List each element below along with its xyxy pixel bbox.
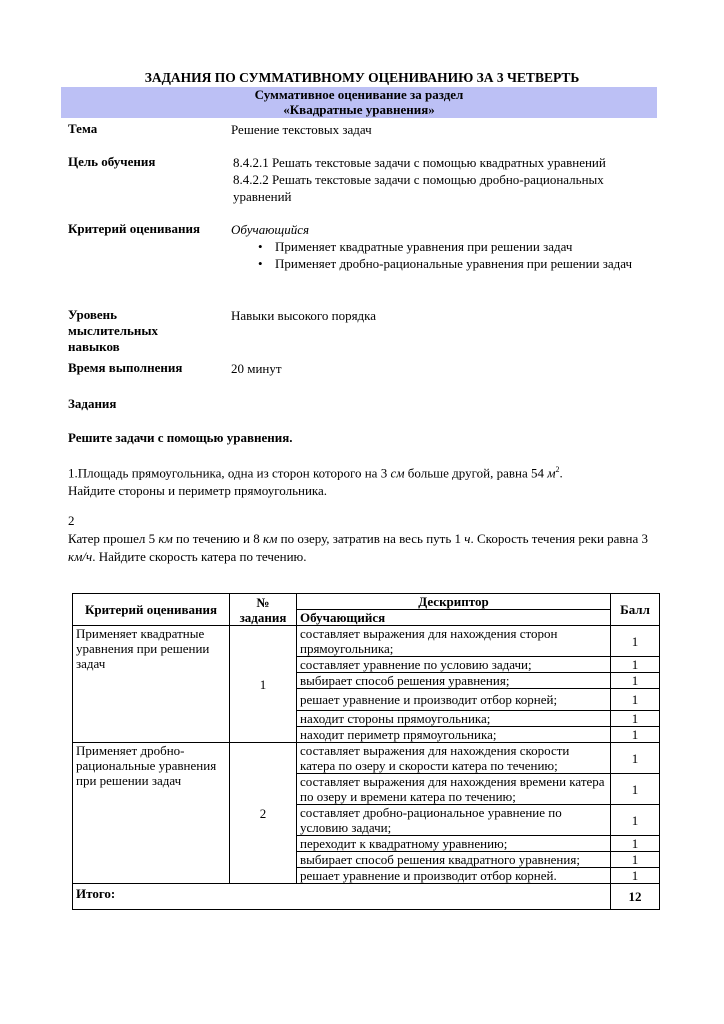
page-title: ЗАДАНИЯ ПО СУММАТИВНОМУ ОЦЕНИВАНИЮ ЗА 3 ЧЕТВЕРТЬ [144, 70, 580, 85]
points-cell: 1 [611, 836, 660, 852]
tasks-heading: Задания [68, 396, 117, 411]
criterion-list [231, 238, 661, 272]
descriptor-cell: решает уравнение и производит отбор корней; [297, 689, 611, 711]
criterion-label: Критерий оценивания [68, 221, 201, 236]
descriptor-cell: выбирает способ решения квадратного уравнения; [297, 852, 611, 868]
criterion-intro: Обучающийся [231, 222, 310, 237]
points-cell: 1 [611, 673, 660, 689]
task-1-line-2: Найдите стороны и периметр прямоугольника. [68, 483, 328, 499]
table-row [73, 743, 660, 774]
task-number-cell: 1 [230, 626, 297, 743]
points-cell: 1 [611, 727, 660, 743]
criterion-values [231, 221, 661, 272]
topic-label: Тема [68, 121, 98, 136]
criterion-cell: Применяет квадратные уравнения при решении задач [73, 626, 230, 743]
time-value: 20 минут [231, 361, 282, 376]
points-cell: 1 [611, 689, 660, 711]
banner-line-1: Суммативное оценивание за раздел [254, 87, 464, 102]
descriptor-cell: составляет выражения для нахождения времени катера по озеру и времени катера по течению; [297, 774, 611, 805]
header-criterion: Критерий оценивания [73, 594, 230, 626]
points-cell: 1 [611, 657, 660, 673]
header-descriptor: Дескриптор [297, 594, 611, 610]
goal-item: 8.4.2.2 Решать текстовые задачи с помощью дробно-рациональных уравнений [233, 172, 604, 204]
descriptor-cell: находит стороны прямоугольника; [297, 711, 611, 727]
points-cell: 1 [611, 743, 660, 774]
descriptor-cell: составляет выражения для нахождения скорости катера по озеру и скорости катера по течению; [297, 743, 611, 774]
points-cell: 1 [611, 774, 660, 805]
section-banner [61, 87, 657, 118]
header-number: № задания [230, 594, 297, 626]
total-row [73, 884, 660, 910]
descriptor-cell: решает уравнение и производит отбор корней. [297, 868, 611, 884]
time-label: Время выполнения [68, 360, 183, 375]
header-learner: Обучающийся [297, 610, 611, 626]
rubric-table [72, 593, 660, 910]
goal-label: Цель обучения [68, 154, 156, 169]
task-2-number: 2 [68, 513, 75, 528]
points-cell: 1 [611, 852, 660, 868]
goal-item: 8.4.2.1 Решать текстовые задачи с помощью квадратных уравнений [233, 155, 606, 170]
header-points: Балл [611, 594, 660, 626]
points-cell: 1 [611, 868, 660, 884]
criterion-cell: Применяет дробно-рациональные уравнения при решении задач [73, 743, 230, 884]
task-1 [68, 461, 668, 500]
rubric-header-row [73, 594, 660, 610]
goal-values [233, 154, 663, 205]
descriptor-cell: составляет дробно-рациональное уравнение по условию задачи; [297, 805, 611, 836]
total-value: 12 [611, 884, 660, 910]
task-1-line-1: 1.Площадь прямоугольника, одна из сторон которого на 3 см больше другой, равна 54 $м^2$. [68, 465, 563, 481]
criterion-item: • Применяет квадратные уравнения при решении задач [258, 238, 661, 255]
descriptor-cell: составляет выражения для нахождения сторон прямоугольника; [297, 626, 611, 657]
points-cell: 1 [611, 626, 660, 657]
tasks-instruction: Решите задачи с помощью уравнения. [68, 430, 293, 445]
task-2 [68, 512, 668, 566]
points-cell: 1 [611, 805, 660, 836]
level-label: Уровень мыслительных навыков [68, 307, 159, 354]
task-2-text: Катер прошел 5 км по течению и 8 км по озеру, затратив на весь путь 1 ч. Скорость течения реки равна 3 км/ч. Найдите скорость катера по течению. [68, 531, 649, 564]
descriptor-cell: переходит к квадратному уравнению; [297, 836, 611, 852]
descriptor-cell: выбирает способ решения уравнения; [297, 673, 611, 689]
points-cell: 1 [611, 711, 660, 727]
descriptor-cell: составляет уравнение по условию задачи; [297, 657, 611, 673]
total-label: Итого: [73, 884, 611, 910]
table-row [73, 626, 660, 657]
criterion-item: • Применяет дробно-рациональные уравнения при решении задач [258, 255, 661, 272]
banner-line-2: «Квадратные уравнения» [283, 102, 435, 117]
descriptor-cell: находит периметр прямоугольника; [297, 727, 611, 743]
topic-value: Решение текстовых задач [231, 122, 372, 137]
level-value: Навыки высокого порядка [231, 308, 377, 323]
task-number-cell: 2 [230, 743, 297, 884]
